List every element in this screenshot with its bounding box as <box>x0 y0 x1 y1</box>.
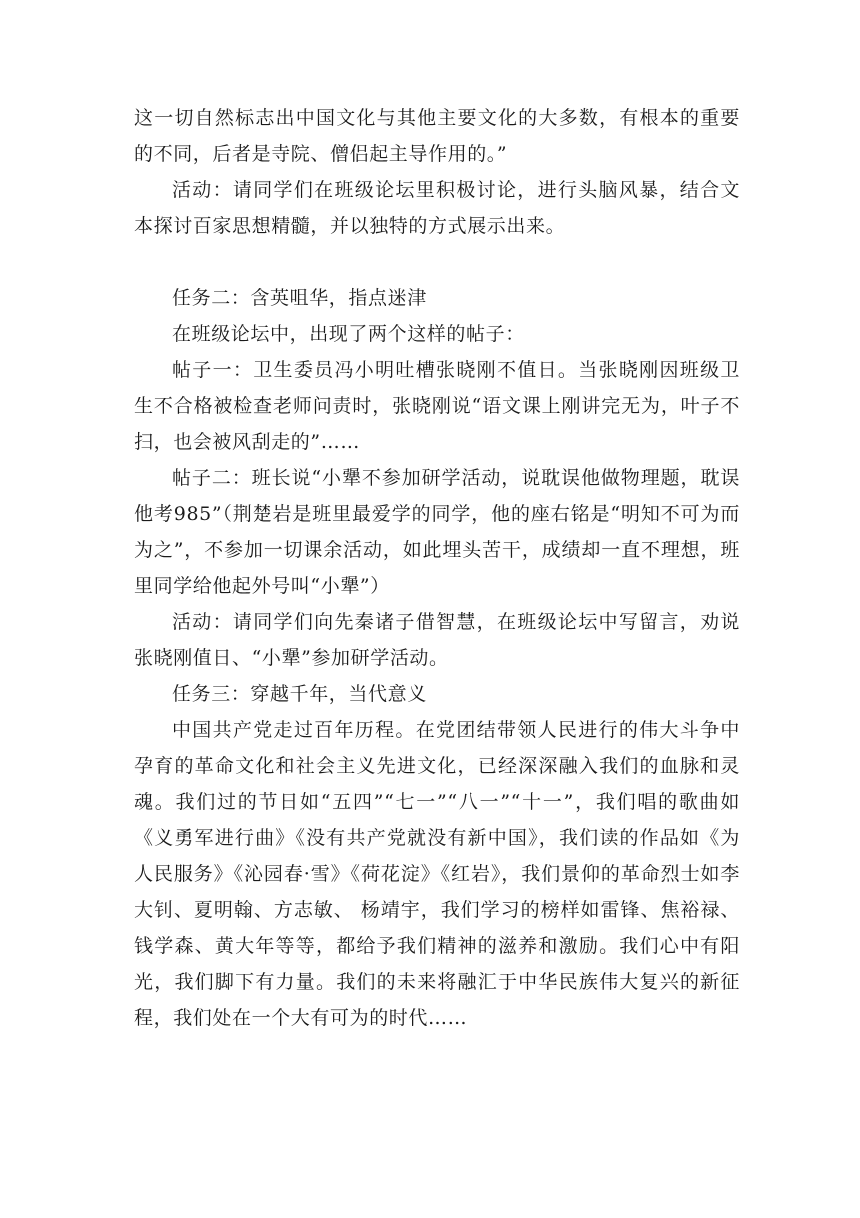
paragraph-forum-intro: 在班级论坛中，出现了两个这样的帖子： <box>172 323 525 345</box>
task-two-heading: 任务二：含英咀华，指点迷津 <box>172 287 427 309</box>
paragraph-post-two: 帖子二：班长说“小犟不参加研学活动，说耽误他做物理题，耽误他考985”（荆楚岩是班里最爱学的同学，他的座右铭是“明知不可为而为之”，不参加一切课余活动，如此埋头苦干，成绩却一直不理想，班里同学给他起外号叫“小犟”） <box>134 467 740 597</box>
paragraph-activity-two: 活动：请同学们向先秦诸子借智慧，在班级论坛中写留言，劝说张晓刚值日、“小犟”参加研学活动。 <box>134 611 740 669</box>
section-gap <box>134 244 740 280</box>
paragraph-quote-ending: 这一切自然标志出中国文化与其他主要文化的大多数，有根本的重要的不同，后者是寺院、僧侣起主导作用的。” <box>134 107 740 165</box>
task-three-heading: 任务三：穿越千年，当代意义 <box>172 683 427 705</box>
paragraph-post-one: 帖子一：卫生委员冯小明吐槽张晓刚不值日。当张晓刚因班级卫生不合格被检查老师问责时，张晓刚说“语文课上刚讲完无为，叶子不扫，也会被风刮走的”…… <box>134 359 740 453</box>
paragraph-activity-one: 活动：请同学们在班级论坛里积极讨论，进行头脑风暴，结合文本探讨百家思想精髓，并以独特的方式展示出来。 <box>134 179 740 237</box>
paragraph-contemporary-meaning: 中国共产党走过百年历程。在党团结带领人民进行的伟大斗争中孕育的革命文化和社会主义先进文化，已经深深融入我们的血脉和灵魂。我们过的节日如“五四”“七一”“八一”“十一”，我们唱的歌曲如《义勇军进行曲》《没有共产党就没有新中国》，我们读的作品如《为人民服务》《沁园春·雪》《荷花淀》《红岩》，我们景仰的革命烈士如李大钊、夏明翰、方志敏、 杨靖宇，我们学习的榜样如雷锋、焦裕禄、钱学森、黄大年等等，都给予我们精神的滋养和激励。我们心中有阳光，我们脚下有力量。我们的未来将融汇于中华民族伟大复兴的新征程，我们处在一个大有可为的时代…… <box>134 719 740 1029</box>
document-body <box>134 100 740 1036</box>
